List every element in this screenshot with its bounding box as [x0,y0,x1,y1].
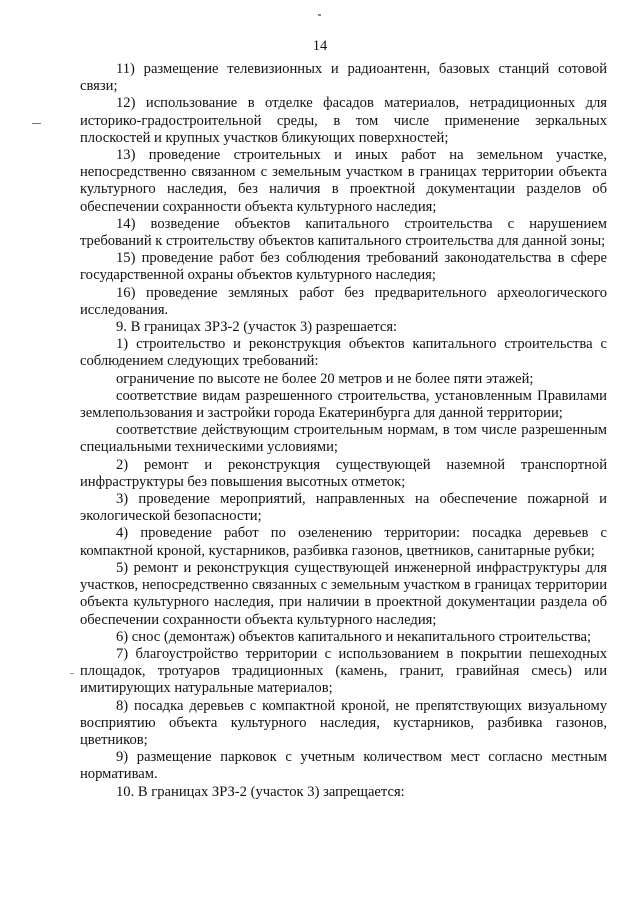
scan-speck [318,14,321,16]
paragraph: 16) проведение земляных работ без предварительного археологического исследования. [80,284,607,318]
paragraph: 6) снос (демонтаж) объектов капитального и некапитального строительства; [116,628,592,645]
paragraph: 13) проведение строительных и иных работ на земельном участке, непосредственно связанном с земельным участком в границах территории объекта культурного наследия, без наличия в проектной документации разделов об обеспечении сохранности объекта культурного наследия; [80,147,607,215]
paragraph: 4) проведение работ по озеленению территории: посадка деревьев с компактной кроной, кустарников, разбивка газонов, цветников, санитарные рубки; [80,525,607,559]
paragraph: 12) использование в отделке фасадов материалов, нетрадиционных для историко-градостроительной среды, в том числе применение зеркальных плоскостей и крупных участков бликующих поверхностей; [80,95,607,146]
paragraph: 8) посадка деревьев с компактной кроной, не препятствующих визуальному восприятию объекта культурного наследия, кустарников, разбивка газонов, цветников; [80,697,607,748]
paragraph: соответствие видам разрешенного строительства, установленным Правилами землепользования и застройки города Екатеринбурга для данной территории; [80,387,607,422]
paragraph: 5) ремонт и реконструкция существующей инженерной инфраструктуры для участков, непосредственно связанных с земельным участком в границах территории объекта культурного наследия, при наличии в проектной документации раздела об обеспечении сохранности объекта культурного наследия; [80,559,607,628]
margin-mark [32,123,41,124]
page-number: 14 [312,38,328,54]
paragraph: 15) проведение работ без соблюдения требований законодательства в сфере государственной охраны объектов культурного наследия; [80,250,607,284]
paragraph: ограничение по высоте не более 20 метров и не более пяти этажей; [116,370,534,387]
paragraph: 14) возведение объектов капитального строительства с нарушением требований к строительству объектов капитального строительства для данной зоны; [80,215,607,250]
paragraph: 3) проведение мероприятий, направленных на обеспечение пожарной и экологической безопасности; [80,491,607,525]
paragraph: 9) размещение парковок с учетным количеством мест согласно местным нормативам. [80,749,607,783]
margin-mark [70,673,74,674]
paragraph: 7) благоустройство территории с использованием в покрытии пешеходных площадок, тротуаров традиционных (камень, гранит, гравийная смесь) или имитирующих натуральные материалов; [80,645,607,697]
paragraph: 1) строительство и реконструкция объектов капитального строительства с соблюдением следующих требований: [80,336,607,370]
paragraph: 2) ремонт и реконструкция существующей наземной транспортной инфраструктуры без повышения высотных отметок; [80,456,607,490]
section-heading: 10. В границах ЗРЗ-2 (участок 3) запрещается: [116,783,405,800]
document-body [80,61,607,801]
paragraph: соответствие действующим строительным нормам, в том числе разрешенным специальными техническими условиями; [80,422,607,456]
section-heading: 9. В границах ЗРЗ-2 (участок 3) разрешается: [116,319,398,336]
paragraph: 11) размещение телевизионных и радиоантенн, базовых станций сотовой связи; [80,61,607,95]
